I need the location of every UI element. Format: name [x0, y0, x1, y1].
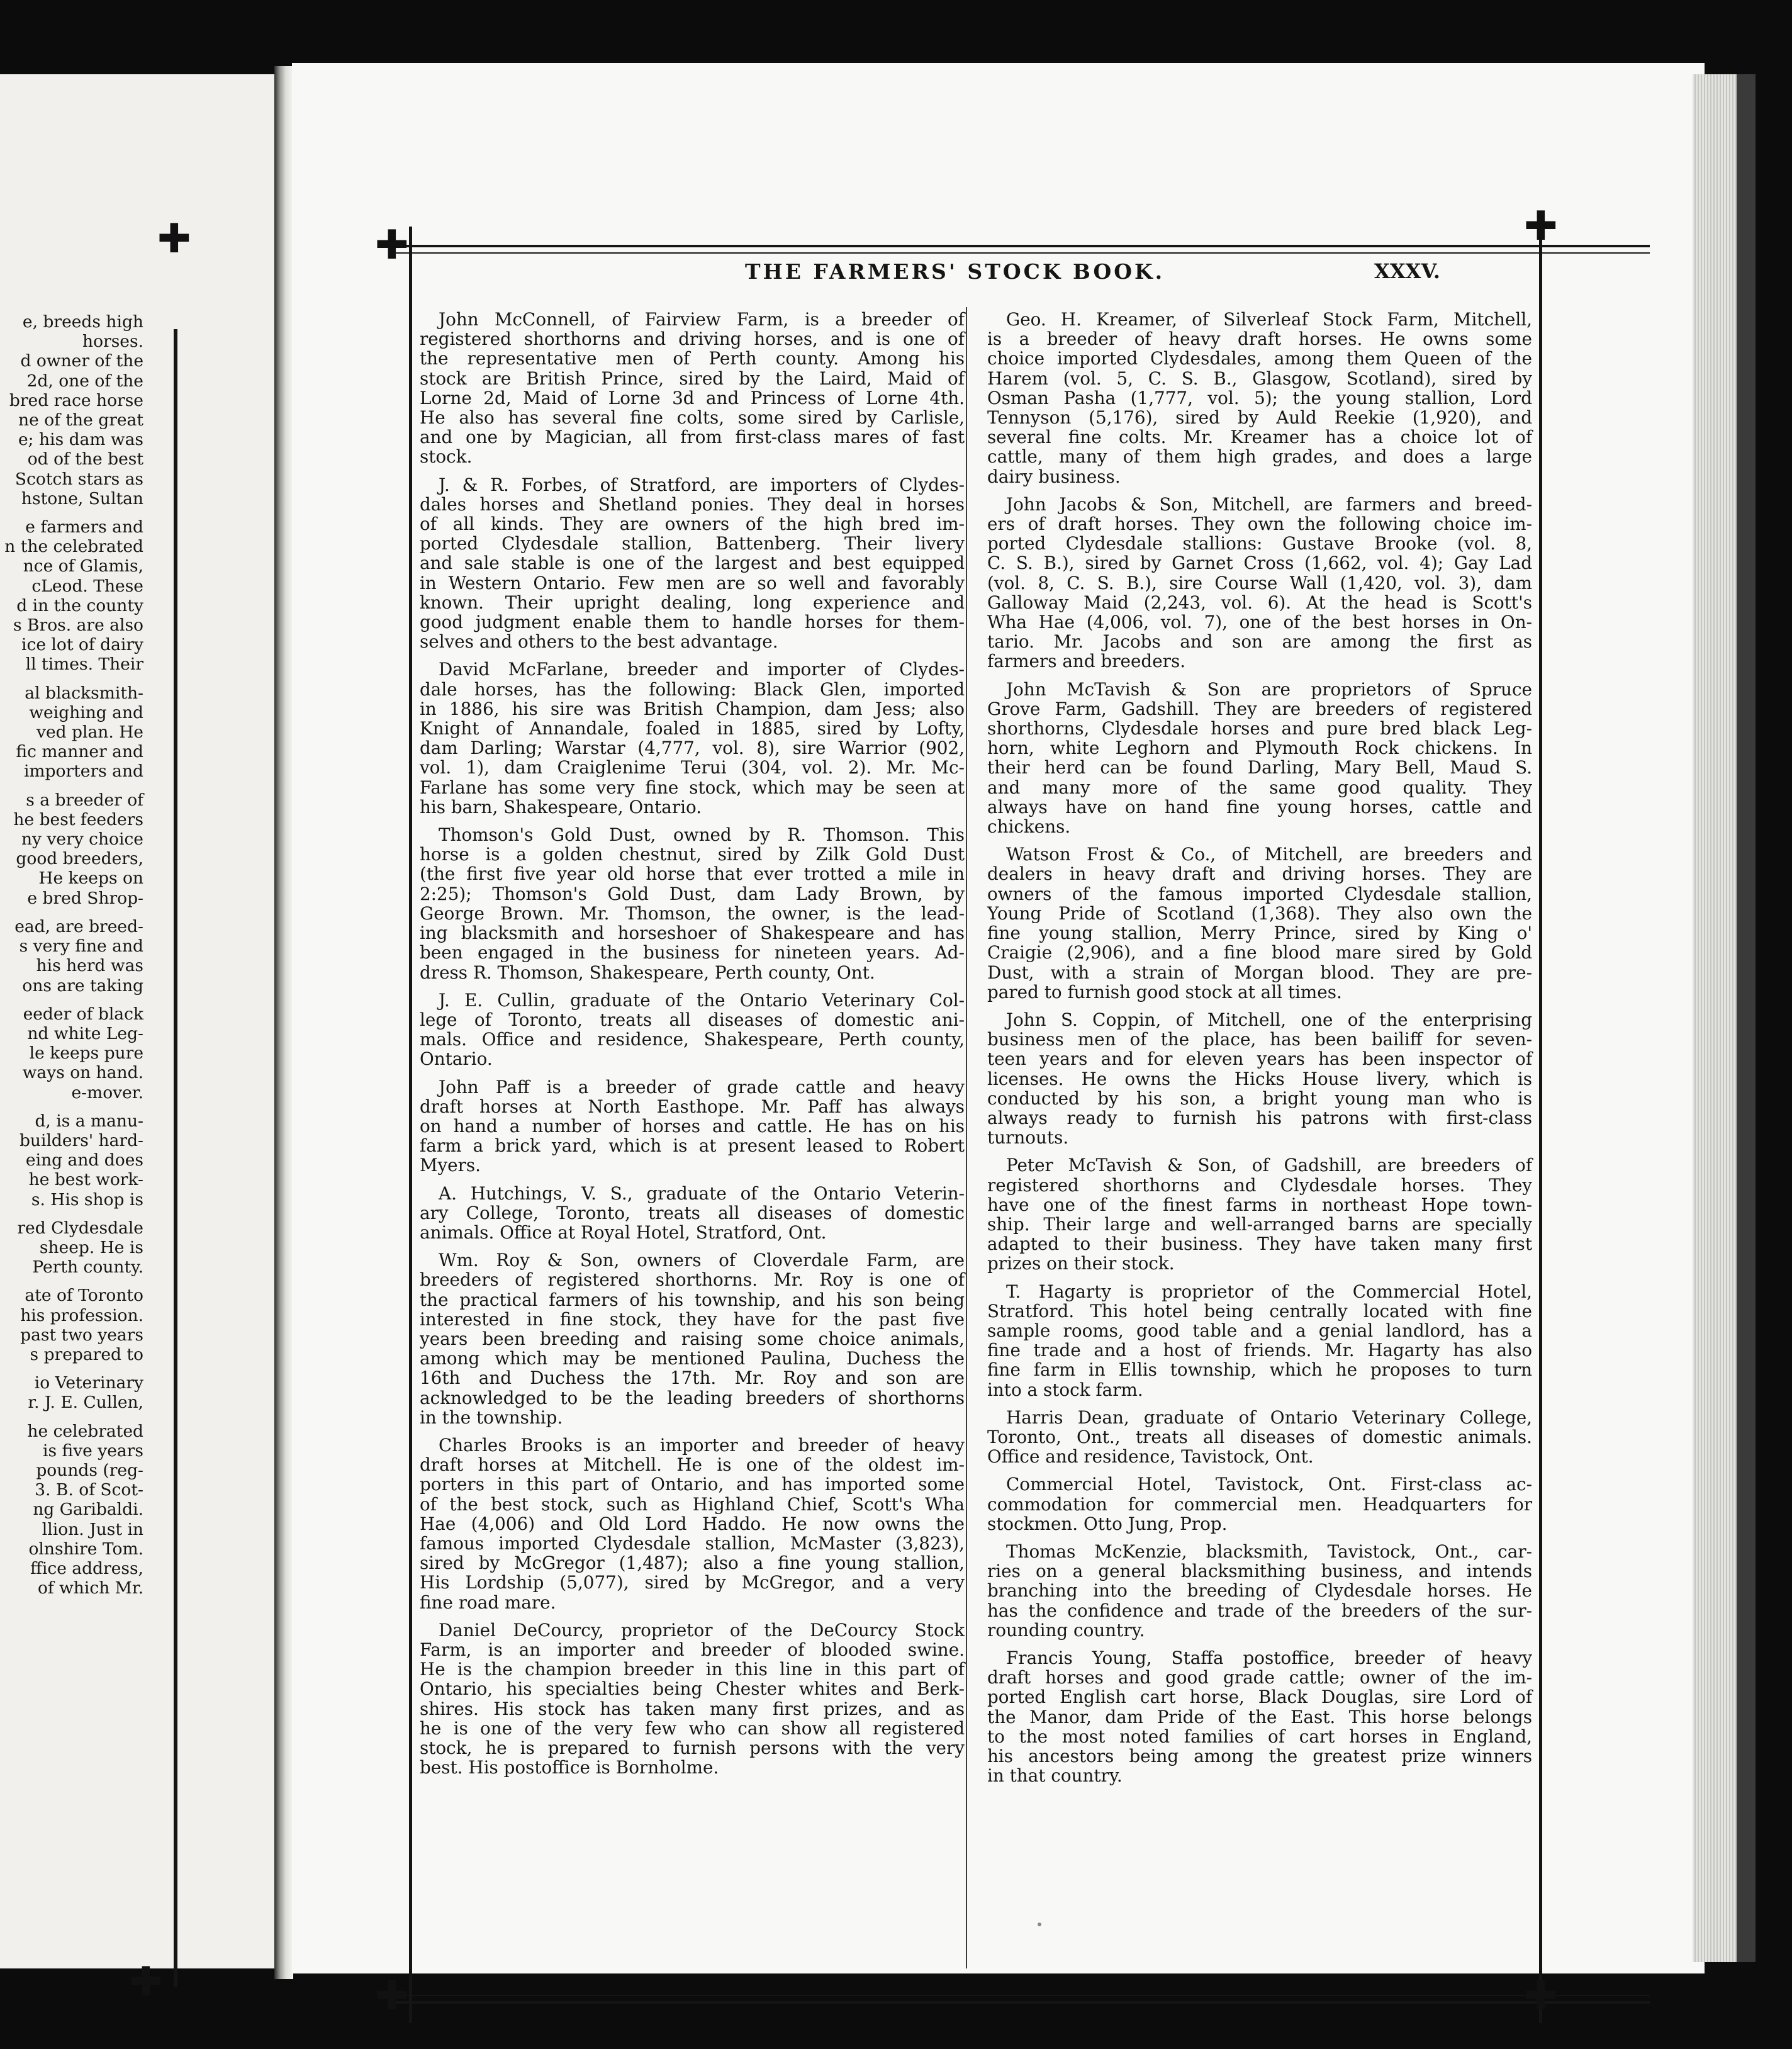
text-line: draft horses at North Easthope. Mr. Paff has always [420, 1096, 965, 1117]
text-line: Commercial Hotel, Tavistock, Ont. First-class ac- [1006, 1474, 1532, 1495]
text-line: ved plan. He [36, 722, 143, 743]
text-line: famous imported Clydesdale stallion, McMaster (3,823), [420, 1532, 965, 1554]
text-line: Ontario. [420, 1048, 493, 1070]
text-line: fine road mare. [420, 1591, 556, 1613]
text-line: ne of the great [18, 410, 143, 430]
text-line: Myers. [420, 1155, 481, 1176]
text-line: his herd was [36, 956, 143, 976]
text-line: s prepared to [30, 1344, 143, 1364]
text-line: dealers in heavy draft and driving horses. They are [987, 863, 1532, 885]
text-line: (the first five year old horse that ever trotted a mile in [420, 863, 965, 885]
text-line: le keeps pure [29, 1043, 143, 1064]
text-line: ported Clydesdale stallions: Gustave Brooke (vol. 8, [987, 533, 1532, 554]
text-line: Dust, with a strain of Morgan blood. They are pre- [987, 962, 1532, 983]
text-line: Harris Dean, graduate of Ontario Veterinary College, [1006, 1406, 1532, 1428]
text-line: Office and residence, Tavistock, Ont. [987, 1446, 1314, 1468]
text-line: dress R. Thomson, Shakespeare, Perth county, Ont. [420, 962, 875, 983]
text-line: years been breeding and raising some choice animals, [420, 1328, 965, 1349]
left-page-text-column [0, 312, 143, 1607]
text-line: chickens. [987, 816, 1071, 838]
text-line: stock. [420, 446, 473, 468]
text-line: David McFarlane, breeder and importer of Clydes- [439, 659, 965, 680]
text-line: branching into the breeding of Clydesdale horses. He [987, 1580, 1532, 1602]
text-line: pounds (reg- [36, 1460, 143, 1480]
text-line: e bred Shrop- [27, 888, 143, 908]
text-line: known. Their upright dealing, long experience and [420, 592, 965, 613]
text-line: to the most noted families of cart horses in England, [987, 1726, 1532, 1747]
paragraph [420, 660, 965, 817]
paragraph [987, 680, 1532, 837]
text-line: and one by Magician, all from first-class mares of fast [420, 427, 965, 448]
text-line: he is one of the very few who can show all registered [420, 1717, 965, 1739]
text-line: in Western Ontario. Few men are so well and favorably [420, 572, 965, 593]
text-line: e farmers and [25, 517, 143, 537]
text-line: Toronto, Ont., treats all diseases of domestic animals. [987, 1426, 1532, 1447]
left-page-fragment [0, 74, 274, 2006]
text-line: owners of the famous imported Clydesdale stallion, [987, 883, 1532, 904]
text-line: fine young stallion, Merry Prince, sired by King o' [987, 923, 1532, 944]
text-line: rounding country. [987, 1619, 1145, 1641]
text-line: horse is a golden chestnut, sired by Zilk Gold Dust [420, 844, 965, 865]
crop-mark-icon: ✚ [1524, 1973, 1558, 2019]
text-line: the practical farmers of his township, and his son being [420, 1289, 965, 1310]
text-line: Charles Brooks is an importer and breeder of heavy [439, 1434, 965, 1456]
text-line: choice imported Clydesdales, among them Queen of the [987, 348, 1532, 369]
text-line: bred race horse [9, 390, 143, 410]
text-line: draft horses at Mitchell. He is one of the oldest im- [420, 1454, 965, 1476]
text-column-right [987, 310, 1532, 1794]
text-line: Galloway Maid (2,243, vol. 6). At the head is Scott's [987, 592, 1532, 613]
text-line: good judgment enable them to handle horses for them- [420, 612, 965, 633]
crop-mark-icon: ✚ [1524, 203, 1558, 250]
text-line: interested in fine stock, they have for the past five [420, 1308, 965, 1330]
text-line: turnouts. [987, 1127, 1069, 1148]
text-line: ary College, Toronto, treats all diseases of domestic [420, 1202, 965, 1223]
text-line: teen years and for eleven years has been inspector of [987, 1048, 1532, 1070]
text-line: ons are taking [22, 975, 143, 996]
text-line: sheep. He is [39, 1237, 143, 1257]
text-line: into a stock farm. [987, 1379, 1143, 1400]
text-line: Daniel DeCourcy, proprietor of the DeCourcy Stock [439, 1619, 965, 1641]
text-line: Grove Farm, Gadshill. They are breeders of registered [987, 698, 1532, 719]
text-line: al blacksmith- [25, 683, 143, 703]
text-line: lege of Toronto, treats all diseases of domestic ani- [420, 1009, 965, 1030]
text-line: Wm. Roy & Son, owners of Cloverdale Farm, are [439, 1250, 965, 1271]
text-line: C. S. B.), sired by Garnet Cross (1,662, vol. 4); Gay Lad [987, 553, 1532, 574]
text-line: r. J. E. Cullen, [28, 1393, 143, 1413]
book-cover-edge [1737, 74, 1756, 1962]
paragraph [420, 475, 965, 652]
crop-mark-icon: ✚ [375, 1973, 409, 2019]
text-line: Farlane has some very fine stock, which may be seen at [420, 777, 965, 798]
text-line: several fine colts. Mr. Kreamer has a choice lot of [987, 427, 1532, 448]
text-line: (vol. 8, C. S. B.), sire Course Wall (1,420, vol. 3), dam [987, 572, 1532, 593]
text-line: John McTavish & Son are proprietors of Spruce [1006, 678, 1532, 700]
text-line: prizes on their stock. [987, 1253, 1175, 1274]
text-line: farm a brick yard, which is at present leased to Robert [420, 1135, 965, 1157]
text-line: stockmen. Otto Jung, Prop. [987, 1513, 1228, 1534]
text-line: horses. [82, 332, 143, 352]
text-line: always ready to furnish his patrons with first-class [987, 1107, 1532, 1128]
text-line: shorthorns, Clydesdale horses and pure bred black Leg- [987, 718, 1532, 739]
paragraph [0, 1422, 143, 1598]
text-line: Lorne 2d, Maid of Lorne 3d and Princess of Lorne 4th. [420, 387, 965, 408]
text-line: he best feeders [13, 809, 143, 829]
text-line: ers of draft horses. They own the following choice im- [987, 514, 1532, 535]
text-line: ported English cart horse, Black Douglas, sire Lord of [987, 1687, 1532, 1708]
text-line: in that country. [987, 1765, 1123, 1787]
crop-mark-icon: ✚ [129, 1959, 163, 2006]
text-line: n the celebrated [4, 537, 143, 557]
text-line: among which may be mentioned Paulina, Duchess the [420, 1348, 965, 1369]
page-edges [1693, 74, 1737, 1962]
text-line: commodation for commercial men. Headquarters for [987, 1493, 1532, 1515]
text-line: T. Hagarty is proprietor of the Commercial Hotel, [1006, 1281, 1532, 1302]
text-line: adapted to their business. They have taken many first [987, 1233, 1532, 1255]
text-line: porters in this part of Ontario, and has imported some [420, 1474, 965, 1495]
text-line: e-mover. [71, 1082, 143, 1103]
text-line: and many more of the same good quality. They [987, 777, 1532, 798]
left-page-frame-rule [174, 329, 177, 1987]
text-line: eing and does [25, 1150, 143, 1170]
frame-bottom-rule [391, 1995, 1650, 2004]
text-line: eeder of black [23, 1004, 143, 1024]
text-line: good breeders, [16, 849, 143, 869]
page-blemish [1038, 1923, 1041, 1926]
text-line: He also has several fine colts, some sired by Carlisle, [420, 407, 965, 429]
paragraph [420, 1184, 965, 1243]
text-line: J. & R. Forbes, of Stratford, are importers of Clydes- [439, 474, 965, 495]
text-line: ing blacksmith and horseshoer of Shakespeare and has [420, 923, 965, 944]
text-line: Harem (vol. 5, C. S. B., Glasgow, Scotland), sired by [987, 368, 1532, 389]
text-line: nce of Glamis, [23, 556, 143, 576]
paragraph [987, 310, 1532, 486]
text-line: A. Hutchings, V. S., graduate of the Ontario Veterin- [439, 1182, 965, 1204]
paragraph [420, 991, 965, 1069]
text-line: ng Garibaldi. [33, 1500, 143, 1520]
text-line: registered shorthorns and driving horses, and is one of [420, 328, 965, 350]
paragraph [0, 517, 143, 675]
text-line: Tennyson (5,176), sired by Auld Reekie (1,920), and [987, 407, 1532, 429]
text-line: His Lordship (5,077), sired by McGregor, and a very [420, 1572, 965, 1593]
text-line: ported Clydesdale stallion, Battenberg. Their livery [420, 533, 965, 554]
text-line: sired by McGregor (1,487); also a fine young stallion, [420, 1552, 965, 1574]
text-line: 16th and Duchess the 17th. Mr. Roy and son are [420, 1367, 965, 1389]
frame-left-rule [409, 227, 412, 2023]
text-line: tario. Mr. Jacobs and son are among the first as [987, 631, 1532, 653]
text-line: registered shorthorns and Clydesdale horses. They [987, 1174, 1532, 1196]
text-line: shires. His stock has taken many first prizes, and as [420, 1698, 965, 1719]
running-head-title: THE FARMERS' STOCK BOOK. [745, 259, 1165, 284]
text-line: the representative men of Perth county. Among his [420, 348, 965, 369]
text-line: on hand a number of horses and cattle. He has on his [420, 1115, 965, 1137]
text-line: 2:25); Thomson's Gold Dust, dam Lady Brown, by [420, 883, 965, 904]
text-line: Craigie (2,906), and a fine blood mare sired by Gold [987, 942, 1532, 963]
text-line: John Jacobs & Son, Mitchell, are farmers and breed- [1006, 493, 1532, 515]
text-line: horn, white Leghorn and Plymouth Rock chickens. In [987, 738, 1532, 759]
text-line: he best work- [28, 1170, 143, 1190]
text-line: 2d, one of the [26, 371, 143, 391]
text-line: Young Pride of Scotland (1,368). They also own the [987, 902, 1532, 924]
text-line: mals. Office and residence, Shakespeare, Perth county, [420, 1029, 965, 1050]
text-line: of the best stock, such as Highland Chief, Scott's Wha [420, 1493, 965, 1515]
text-line: have one of the finest farms in northeast Hope town- [987, 1194, 1532, 1215]
text-line: the Manor, dam Pride of the East. This horse belongs [987, 1706, 1532, 1727]
text-line: ny very choice [21, 829, 143, 850]
text-line: Scotch stars as [14, 469, 143, 489]
text-line: selves and others to the best advantage. [420, 631, 778, 653]
paragraph [987, 845, 1532, 1002]
frame-top-rule [391, 245, 1650, 254]
text-line: draft horses and good grade cattle; owner of the im- [987, 1667, 1532, 1688]
text-line: ways on hand. [22, 1063, 143, 1083]
text-line: in the township. [420, 1406, 563, 1428]
text-line: 3. B. of Scot- [35, 1480, 143, 1500]
text-line: stock are British Prince, sired by the Laird, Maid of [420, 368, 965, 389]
text-line: s. His shop is [31, 1189, 143, 1210]
text-line: has the confidence and trade of the breeders of the sur- [987, 1600, 1532, 1621]
text-line: He keeps on [38, 868, 143, 889]
paragraph [0, 683, 143, 782]
text-line: always have on hand fine young horses, cattle and [987, 796, 1532, 817]
text-line: Geo. H. Kreamer, of Silverleaf Stock Farm, Mitchell, [1006, 309, 1532, 330]
paragraph [987, 1408, 1532, 1467]
paragraph [0, 1004, 143, 1103]
text-line: red Clydesdale [17, 1218, 143, 1238]
text-line: Knight of Annandale, foaled in 1885, sired by Lofty, [420, 718, 965, 739]
text-line: io Veterinary [34, 1373, 143, 1393]
text-line: Perth county. [32, 1257, 143, 1277]
text-line: vol. 1), dam Craiglenime Terui (304, vol. 2). Mr. Mc- [420, 757, 965, 778]
text-line: Hae (4,006) and Old Lord Haddo. He now owns the [420, 1513, 965, 1534]
paragraph [420, 1435, 965, 1612]
text-line: stock, he is prepared to furnish persons with the very [420, 1737, 965, 1759]
text-line: Peter McTavish & Son, of Gadshill, are breeders of [1006, 1155, 1532, 1176]
text-line: animals. Office at Royal Hotel, Stratford, Ont. [420, 1221, 827, 1243]
book-spine [274, 66, 293, 1979]
text-line: pared to furnish good stock at all times. [987, 981, 1342, 1002]
text-line: Ontario, his specialties being Chester whites and Berk- [420, 1678, 965, 1700]
frame-right-rule [1539, 227, 1542, 2023]
text-column-left [420, 310, 965, 1785]
text-line: olnshire Tom. [28, 1539, 143, 1559]
paragraph [987, 1648, 1532, 1785]
text-line: Osman Pasha (1,777, vol. 5); the young stallion, Lord [987, 387, 1532, 408]
text-line: Watson Frost & Co., of Mitchell, are breeders and [1006, 844, 1532, 865]
text-line: John McConnell, of Fairview Farm, is a breeder of [439, 309, 965, 330]
text-line: nd white Leg- [27, 1023, 143, 1043]
text-line: been engaged in the business for nineteen years. Ad- [420, 942, 965, 963]
column-divider [966, 307, 967, 1968]
text-line: J. E. Cullin, graduate of the Ontario Veterinary Col- [439, 989, 965, 1011]
paragraph [0, 1111, 143, 1210]
text-line: e, breeds high [22, 312, 143, 332]
text-line: dairy business. [987, 466, 1121, 487]
text-line: John Paff is a breeder of grade cattle and heavy [439, 1076, 965, 1097]
crop-mark-icon: ✚ [157, 216, 191, 262]
text-line: d, is a manu- [35, 1111, 143, 1131]
text-line: best. His postoffice is Bornholme. [420, 1757, 719, 1778]
paragraph [0, 917, 143, 996]
text-line: He is the champion breeder in this line in this part of [420, 1659, 965, 1680]
text-line: is a breeder of heavy draft horses. He owns some [987, 328, 1532, 350]
paragraph [987, 1155, 1532, 1273]
text-line: s Bros. are also [13, 615, 143, 636]
text-line: breeders of registered shorthorns. Mr. Roy is one of [420, 1269, 965, 1291]
text-line: ate of Toronto [25, 1286, 143, 1306]
text-line: past two years [20, 1325, 143, 1345]
text-line: Thomas McKenzie, blacksmith, Tavistock, Ont., car- [1006, 1541, 1532, 1562]
text-line: licenses. He owns the Hicks House livery, which is [987, 1068, 1532, 1089]
text-line: Stratford. This hotel being centrally located with fine [987, 1300, 1532, 1322]
paragraph [420, 825, 965, 982]
text-line: in 1886, his sire was British Champion, dam Jess; also [420, 698, 965, 719]
text-line: cLeod. These [31, 576, 143, 596]
text-line: business men of the place, has been bailiff for seven- [987, 1029, 1532, 1050]
text-line: their herd can be found Darling, Mary Bell, Maud S. [987, 757, 1532, 778]
text-line: hstone, Sultan [21, 488, 143, 508]
text-line: importers and [23, 761, 143, 782]
text-line: ship. Their large and well-arranged barns are specially [987, 1213, 1532, 1235]
text-line: George Brown. Mr. Thomson, the owner, is the lead- [420, 902, 965, 924]
paragraph [0, 790, 143, 908]
paragraph [987, 1010, 1532, 1147]
text-line: is five years [43, 1440, 143, 1461]
text-line: farmers and breeders. [987, 651, 1186, 672]
text-line: llion. Just in [42, 1519, 143, 1539]
text-line: John S. Coppin, of Mitchell, one of the enterprising [1006, 1009, 1532, 1030]
text-line: his profession. [20, 1305, 143, 1325]
text-line: weighing and [29, 702, 143, 722]
paragraph [0, 1218, 143, 1277]
text-line: conducted by his son, a bright young man who is [987, 1087, 1532, 1109]
paragraph [420, 1077, 965, 1176]
text-line: ll times. Their [25, 654, 143, 675]
page-number: XXXV. [1374, 259, 1440, 283]
right-page [292, 63, 1705, 2019]
text-line: fine farm in Ellis township, which he proposes to turn [987, 1359, 1532, 1381]
text-line: od of the best [27, 449, 143, 469]
text-line: he celebrated [27, 1421, 143, 1441]
paragraph [0, 1286, 143, 1364]
text-line: s very fine and [19, 936, 143, 957]
text-line: d owner of the [20, 351, 143, 371]
text-line: dam Darling; Warstar (4,777, vol. 8), sire Warrior (902, [420, 738, 965, 759]
text-line: s a breeder of [26, 790, 143, 810]
text-line: Wha Hae (4,006, vol. 7), one of the best horses in On- [987, 612, 1532, 633]
text-line: dales horses and Shetland ponies. They deal in horses [420, 493, 965, 515]
text-line: acknowledged to be the leading breeders of shorthorns [420, 1387, 965, 1408]
text-line: Farm, is an importer and breeder of blooded swine. [420, 1639, 965, 1660]
text-line: ead, are breed- [14, 916, 143, 936]
text-line: fic manner and [16, 742, 143, 762]
paragraph [420, 1620, 965, 1778]
text-line: ries on a general blacksmithing business, and intends [987, 1561, 1532, 1582]
text-line: e; his dam was [18, 430, 143, 450]
text-line: his ancestors being among the greatest prize winners [987, 1746, 1532, 1767]
paragraph [987, 495, 1532, 671]
text-line: fine trade and a host of friends. Mr. Hagarty has also [987, 1340, 1532, 1361]
text-line: Thomson's Gold Dust, owned by R. Thomson. This [439, 824, 965, 846]
text-line: Francis Young, Staffa postoffice, breeder of heavy [1006, 1648, 1532, 1668]
running-head [745, 259, 1500, 297]
text-line: ffice address, [30, 1558, 143, 1578]
text-line: of which Mr. [37, 1578, 143, 1598]
crop-mark-icon: ✚ [375, 222, 409, 269]
paragraph [420, 310, 965, 467]
paragraph [0, 1373, 143, 1412]
paragraph [987, 1542, 1532, 1640]
text-line: his barn, Shakespeare, Ontario. [420, 796, 702, 817]
text-line: cattle, many of them high grades, and does a large [987, 446, 1532, 468]
text-line: builders' hard- [19, 1130, 143, 1150]
text-line: of all kinds. They are owners of the high bred im- [420, 514, 965, 535]
paragraph [987, 1282, 1532, 1400]
paragraph [0, 312, 143, 508]
text-line: d in the county [16, 595, 143, 615]
paragraph [420, 1250, 965, 1427]
paragraph [987, 1474, 1532, 1534]
text-line: sample rooms, good table and a genial landlord, has a [987, 1320, 1532, 1341]
text-line: ice lot of dairy [21, 635, 143, 655]
text-line: and sale stable is one of the largest and best equipped [420, 553, 965, 574]
text-line: dale horses, has the following: Black Glen, imported [420, 678, 965, 700]
